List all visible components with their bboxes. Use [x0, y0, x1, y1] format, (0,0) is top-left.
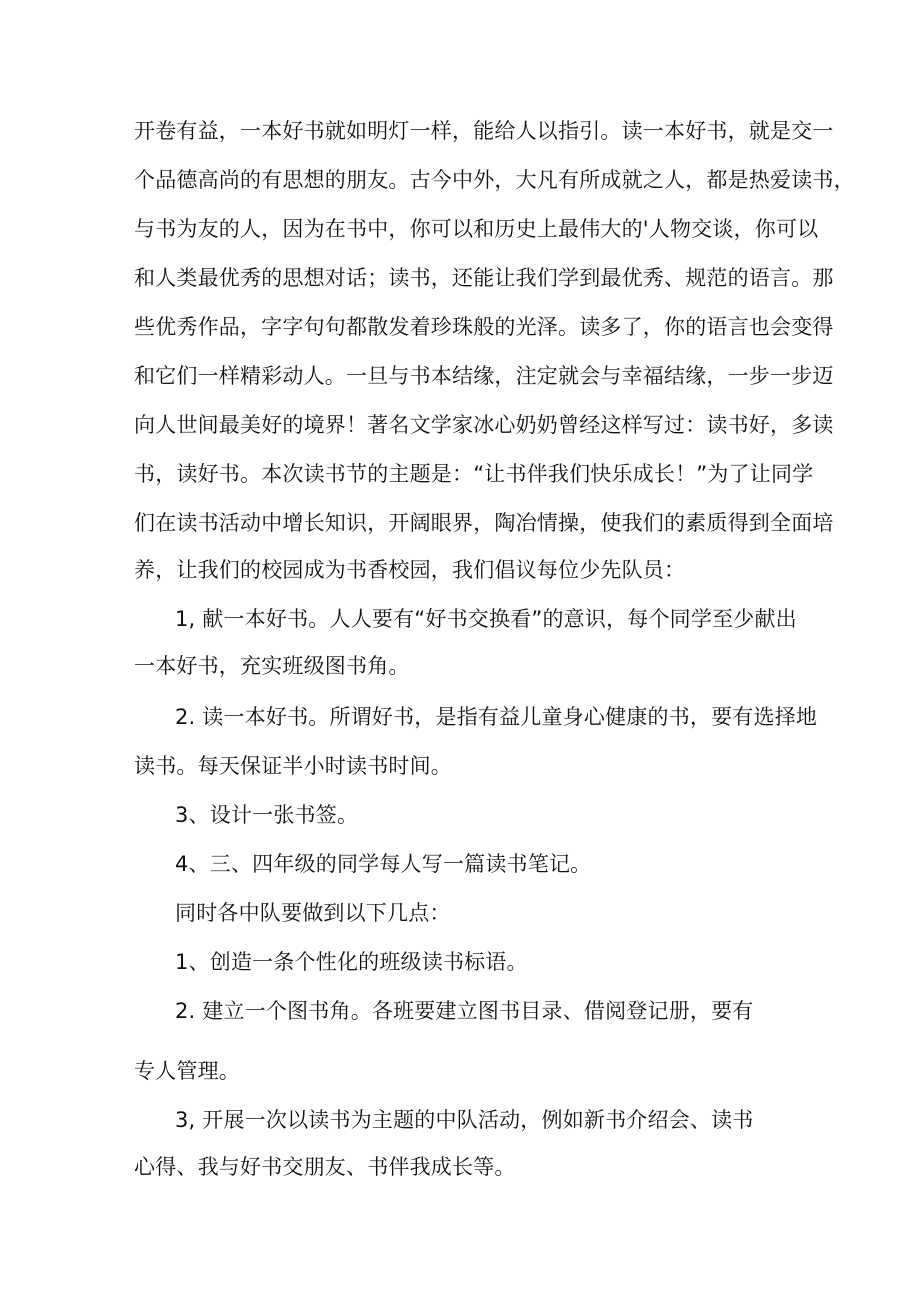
- squad-item-3-continued: 心得、我与好书交朋友、书伴我成长等。: [134, 1155, 516, 1179]
- paragraph-line: 个品德高尚的有思想的朋友。古今中外，大凡有所成就之人，都是热爱读书，: [134, 168, 855, 192]
- paragraph-line: 些优秀作品，字字句句都散发着珍珠般的光泽。读多了，你的语言也会变得: [134, 315, 834, 339]
- proposal-item-1-continued: 一本好书，充实班级图书角。: [134, 654, 410, 678]
- squad-item-2: 2. 建立一个图书角。各班要建立图书目录、借阅登记册，要有: [175, 999, 754, 1023]
- proposal-item-3: 3、设计一张书签。: [175, 803, 359, 827]
- paragraph-line: 和人类最优秀的思想对话；读书，还能让我们学到最优秀、规范的语言。那: [134, 266, 834, 290]
- squad-item-1: 1、创造一条个性化的班级读书标语。: [175, 950, 528, 974]
- paragraph-line: 向人世间最美好的境界！著名文学家冰心奶奶曾经这样写过：读书好，多读: [134, 413, 834, 437]
- paragraph-line: 和它们一样精彩动人。一旦与书本结缘，注定就会与幸福结缘，一步一步迈: [134, 364, 834, 388]
- proposal-item-1: 1, 献一本好书。人人要有“好书交换看”的意识，每个同学至少献出: [175, 607, 797, 631]
- paragraph-line: 开卷有益，一本好书就如明灯一样，能给人以指引。读一本好书，就是交一: [134, 119, 834, 143]
- proposal-item-2: 2. 读一本好书。所谓好书，是指有益儿童身心健康的书，要有选择地: [175, 705, 818, 729]
- squad-item-2-continued: 专人管理。: [134, 1059, 240, 1083]
- paragraph-line: 与书为友的人，因为在书中，你可以和历史上最伟大的'人物交谈，你可以: [134, 217, 819, 241]
- squad-intro: 同时各中队要做到以下几点：: [175, 901, 451, 925]
- proposal-item-4: 4、三、四年级的同学每人写一篇读书笔记。: [175, 852, 592, 876]
- proposal-item-2-continued: 读书。每天保证半小时读书时间。: [134, 754, 452, 778]
- paragraph-line: 书，读好书。本次读书节的主题是：“让书伴我们快乐成长！”为了让同学: [134, 462, 814, 486]
- squad-item-3: 3, 开展一次以读书为主题的中队活动，例如新书介绍会、读书: [175, 1108, 754, 1132]
- paragraph-line: 们在读书活动中增长知识，开阔眼界，陶冶情操，使我们的素质得到全面培: [134, 511, 834, 535]
- paragraph-line: 养，让我们的校园成为书香校园，我们倡议每位少先队员：: [134, 558, 686, 582]
